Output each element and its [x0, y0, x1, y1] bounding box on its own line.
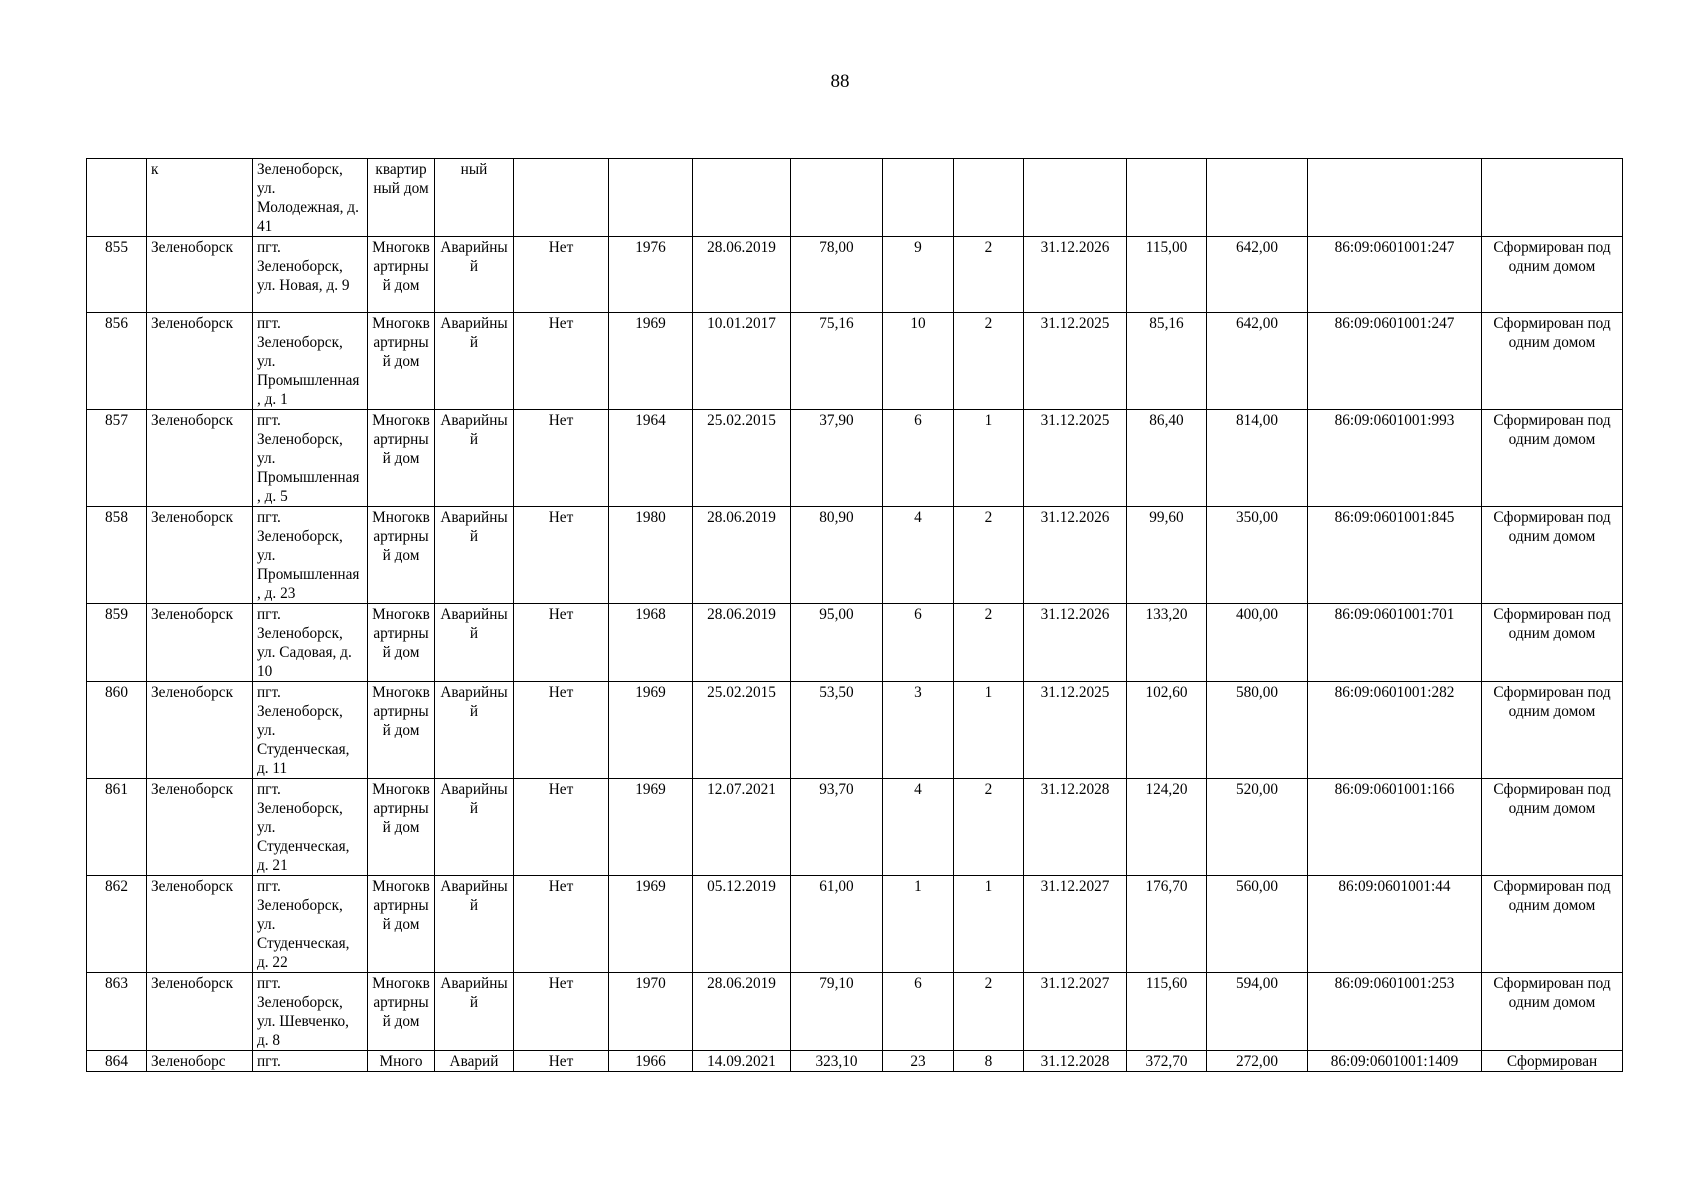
cell-cadastral-number: 86:09:0601001:282 [1308, 682, 1482, 779]
cell-status: Аварийный [435, 313, 514, 410]
table-row [87, 682, 1623, 779]
cell-total-area: 99,60 [1127, 507, 1207, 604]
table-row [87, 779, 1623, 876]
cell-address: пгт. Зеленоборск, ул. Шевченко, д. 8 [253, 973, 368, 1051]
cell-deadline: 31.12.2026 [1024, 604, 1127, 682]
cell-land-area: 400,00 [1207, 604, 1308, 682]
cell-number: 856 [87, 313, 147, 410]
cell-cadastral-number: 86:09:0601001:44 [1308, 876, 1482, 973]
table-row [87, 410, 1623, 507]
cell-apartments: 2 [954, 507, 1024, 604]
cell-municipality: к [147, 159, 253, 237]
cell-year: 1976 [609, 237, 693, 313]
cell-residents: 6 [883, 604, 954, 682]
cell-total-area: 115,00 [1127, 237, 1207, 313]
cell-land-status [1482, 159, 1623, 237]
cell-municipality: Зеленоборск [147, 313, 253, 410]
cell-status: Аварийный [435, 682, 514, 779]
page-number: 88 [830, 71, 850, 92]
cell-number: 862 [87, 876, 147, 973]
cell-flag: Нет [514, 604, 609, 682]
cell-status: Аварий [435, 1051, 514, 1072]
cell-year: 1969 [609, 779, 693, 876]
cell-recognition-date: 12.07.2021 [693, 779, 791, 876]
cell-area: 93,70 [791, 779, 883, 876]
cell-year: 1969 [609, 876, 693, 973]
cell-status: Аварийный [435, 779, 514, 876]
cell-area: 61,00 [791, 876, 883, 973]
table-body [87, 159, 1623, 1072]
cell-flag: Нет [514, 410, 609, 507]
cell-recognition-date [693, 159, 791, 237]
table-row [87, 159, 1623, 237]
cell-apartments: 1 [954, 876, 1024, 973]
cell-area: 75,16 [791, 313, 883, 410]
cell-municipality: Зеленоборск [147, 876, 253, 973]
cell-area: 37,90 [791, 410, 883, 507]
cell-year [609, 159, 693, 237]
cell-number: 864 [87, 1051, 147, 1072]
cell-flag [514, 159, 609, 237]
cell-address: пгт. Зеленоборск, ул. Промышленная, д. 23 [253, 507, 368, 604]
cell-year: 1968 [609, 604, 693, 682]
cell-land-area: 560,00 [1207, 876, 1308, 973]
cell-land-status: Сформирован [1482, 1051, 1623, 1072]
cell-flag: Нет [514, 237, 609, 313]
cell-residents: 23 [883, 1051, 954, 1072]
cell-house-type: Многоквартирный дом [368, 604, 435, 682]
cell-land-status: Сформирован под одним домом [1482, 313, 1623, 410]
cell-municipality: Зеленоборск [147, 973, 253, 1051]
cell-total-area: 102,60 [1127, 682, 1207, 779]
cell-number: 860 [87, 682, 147, 779]
cell-municipality: Зеленоборск [147, 682, 253, 779]
cell-area [791, 159, 883, 237]
cell-deadline: 31.12.2026 [1024, 507, 1127, 604]
table-row [87, 237, 1623, 313]
cell-house-type: Много [368, 1051, 435, 1072]
cell-status: Аварийный [435, 507, 514, 604]
cell-land-status: Сформирован под одним домом [1482, 410, 1623, 507]
cell-number: 859 [87, 604, 147, 682]
cell-total-area: 124,20 [1127, 779, 1207, 876]
cell-deadline [1024, 159, 1127, 237]
cell-area: 53,50 [791, 682, 883, 779]
cell-land-area: 350,00 [1207, 507, 1308, 604]
cell-municipality: Зеленоборск [147, 410, 253, 507]
cell-total-area: 85,16 [1127, 313, 1207, 410]
cell-flag: Нет [514, 876, 609, 973]
cell-house-type: квартирный дом [368, 159, 435, 237]
cell-cadastral-number: 86:09:0601001:993 [1308, 410, 1482, 507]
cell-recognition-date: 05.12.2019 [693, 876, 791, 973]
cell-apartments [954, 159, 1024, 237]
cell-number: 858 [87, 507, 147, 604]
cell-apartments: 2 [954, 973, 1024, 1051]
cell-deadline: 31.12.2025 [1024, 682, 1127, 779]
cell-year: 1980 [609, 507, 693, 604]
cell-house-type: Многоквартирный дом [368, 682, 435, 779]
cell-house-type: Многоквартирный дом [368, 237, 435, 313]
cell-flag: Нет [514, 973, 609, 1051]
cell-number: 861 [87, 779, 147, 876]
cell-deadline: 31.12.2026 [1024, 237, 1127, 313]
cell-address: пгт. Зеленоборск, ул. Садовая, д. 10 [253, 604, 368, 682]
cell-land-area: 520,00 [1207, 779, 1308, 876]
cell-total-area: 86,40 [1127, 410, 1207, 507]
cell-deadline: 31.12.2025 [1024, 313, 1127, 410]
cell-number [87, 159, 147, 237]
cell-residents: 6 [883, 410, 954, 507]
cell-land-status: Сформирован под одним домом [1482, 507, 1623, 604]
cell-land-area: 814,00 [1207, 410, 1308, 507]
cell-residents: 1 [883, 876, 954, 973]
housing-register-table [86, 158, 1623, 1072]
cell-residents: 10 [883, 313, 954, 410]
cell-cadastral-number: 86:09:0601001:701 [1308, 604, 1482, 682]
table-row [87, 876, 1623, 973]
cell-number: 855 [87, 237, 147, 313]
cell-address: пгт. Зеленоборск, ул. Студенческая, д. 21 [253, 779, 368, 876]
cell-cadastral-number: 86:09:0601001:247 [1308, 313, 1482, 410]
cell-address: пгт. Зеленоборск, ул. Студенческая, д. 22 [253, 876, 368, 973]
cell-municipality: Зеленоборс [147, 1051, 253, 1072]
cell-land-status: Сформирован под одним домом [1482, 973, 1623, 1051]
cell-land-status: Сформирован под одним домом [1482, 604, 1623, 682]
cell-area: 80,90 [791, 507, 883, 604]
table-row [87, 313, 1623, 410]
cell-flag: Нет [514, 779, 609, 876]
cell-flag: Нет [514, 313, 609, 410]
cell-recognition-date: 25.02.2015 [693, 682, 791, 779]
cell-house-type: Многоквартирный дом [368, 779, 435, 876]
cell-house-type: Многоквартирный дом [368, 507, 435, 604]
cell-land-area: 642,00 [1207, 237, 1308, 313]
cell-status: Аварийный [435, 973, 514, 1051]
table-row [87, 604, 1623, 682]
cell-status: ный [435, 159, 514, 237]
cell-deadline: 31.12.2028 [1024, 1051, 1127, 1072]
cell-municipality: Зеленоборск [147, 779, 253, 876]
cell-land-area: 580,00 [1207, 682, 1308, 779]
cell-recognition-date: 25.02.2015 [693, 410, 791, 507]
cell-recognition-date: 14.09.2021 [693, 1051, 791, 1072]
cell-land-status: Сформирован под одним домом [1482, 682, 1623, 779]
table-row [87, 1051, 1623, 1072]
cell-year: 1969 [609, 682, 693, 779]
cell-flag: Нет [514, 1051, 609, 1072]
cell-deadline: 31.12.2027 [1024, 973, 1127, 1051]
cell-apartments: 2 [954, 313, 1024, 410]
cell-apartments: 8 [954, 1051, 1024, 1072]
cell-area: 323,10 [791, 1051, 883, 1072]
cell-recognition-date: 28.06.2019 [693, 604, 791, 682]
cell-municipality: Зеленоборск [147, 237, 253, 313]
cell-total-area: 176,70 [1127, 876, 1207, 973]
cell-total-area: 115,60 [1127, 973, 1207, 1051]
cell-number: 857 [87, 410, 147, 507]
cell-residents: 4 [883, 779, 954, 876]
cell-year: 1970 [609, 973, 693, 1051]
cell-status: Аварийный [435, 876, 514, 973]
cell-area: 79,10 [791, 973, 883, 1051]
cell-apartments: 2 [954, 237, 1024, 313]
table-row [87, 973, 1623, 1051]
cell-land-area: 642,00 [1207, 313, 1308, 410]
cell-area: 78,00 [791, 237, 883, 313]
cell-land-area: 272,00 [1207, 1051, 1308, 1072]
cell-number: 863 [87, 973, 147, 1051]
cell-cadastral-number: 86:09:0601001:253 [1308, 973, 1482, 1051]
cell-municipality: Зеленоборск [147, 604, 253, 682]
cell-flag: Нет [514, 507, 609, 604]
cell-residents: 4 [883, 507, 954, 604]
cell-house-type: Многоквартирный дом [368, 313, 435, 410]
cell-year: 1969 [609, 313, 693, 410]
cell-residents [883, 159, 954, 237]
cell-house-type: Многоквартирный дом [368, 410, 435, 507]
cell-cadastral-number: 86:09:0601001:247 [1308, 237, 1482, 313]
cell-address: пгт. Зеленоборск, ул. Промышленная, д. 5 [253, 410, 368, 507]
cell-municipality: Зеленоборск [147, 507, 253, 604]
cell-total-area: 133,20 [1127, 604, 1207, 682]
cell-area: 95,00 [791, 604, 883, 682]
cell-deadline: 31.12.2028 [1024, 779, 1127, 876]
cell-cadastral-number: 86:09:0601001:166 [1308, 779, 1482, 876]
cell-residents: 3 [883, 682, 954, 779]
cell-apartments: 2 [954, 604, 1024, 682]
cell-residents: 9 [883, 237, 954, 313]
cell-flag: Нет [514, 682, 609, 779]
cell-house-type: Многоквартирный дом [368, 973, 435, 1051]
cell-recognition-date: 28.06.2019 [693, 237, 791, 313]
cell-land-status: Сформирован под одним домом [1482, 876, 1623, 973]
cell-status: Аварийный [435, 604, 514, 682]
cell-apartments: 1 [954, 682, 1024, 779]
cell-address: пгт. Зеленоборск, ул. Новая, д. 9 [253, 237, 368, 313]
cell-residents: 6 [883, 973, 954, 1051]
cell-total-area: 372,70 [1127, 1051, 1207, 1072]
cell-deadline: 31.12.2027 [1024, 876, 1127, 973]
cell-apartments: 2 [954, 779, 1024, 876]
cell-land-status: Сформирован под одним домом [1482, 779, 1623, 876]
cell-status: Аварийный [435, 237, 514, 313]
cell-year: 1964 [609, 410, 693, 507]
cell-status: Аварийный [435, 410, 514, 507]
cell-cadastral-number: 86:09:0601001:845 [1308, 507, 1482, 604]
cell-total-area [1127, 159, 1207, 237]
cell-deadline: 31.12.2025 [1024, 410, 1127, 507]
cell-address: пгт. [253, 1051, 368, 1072]
cell-year: 1966 [609, 1051, 693, 1072]
cell-house-type: Многоквартирный дом [368, 876, 435, 973]
cell-address: Зеленоборск, ул. Молодежная, д. 41 [253, 159, 368, 237]
cell-cadastral-number [1308, 159, 1482, 237]
table-row [87, 507, 1623, 604]
cell-land-area [1207, 159, 1308, 237]
cell-recognition-date: 10.01.2017 [693, 313, 791, 410]
cell-recognition-date: 28.06.2019 [693, 973, 791, 1051]
cell-land-area: 594,00 [1207, 973, 1308, 1051]
cell-address: пгт. Зеленоборск, ул. Промышленная, д. 1 [253, 313, 368, 410]
cell-address: пгт. Зеленоборск, ул. Студенческая, д. 11 [253, 682, 368, 779]
cell-apartments: 1 [954, 410, 1024, 507]
cell-recognition-date: 28.06.2019 [693, 507, 791, 604]
cell-land-status: Сформирован под одним домом [1482, 237, 1623, 313]
cell-cadastral-number: 86:09:0601001:1409 [1308, 1051, 1482, 1072]
